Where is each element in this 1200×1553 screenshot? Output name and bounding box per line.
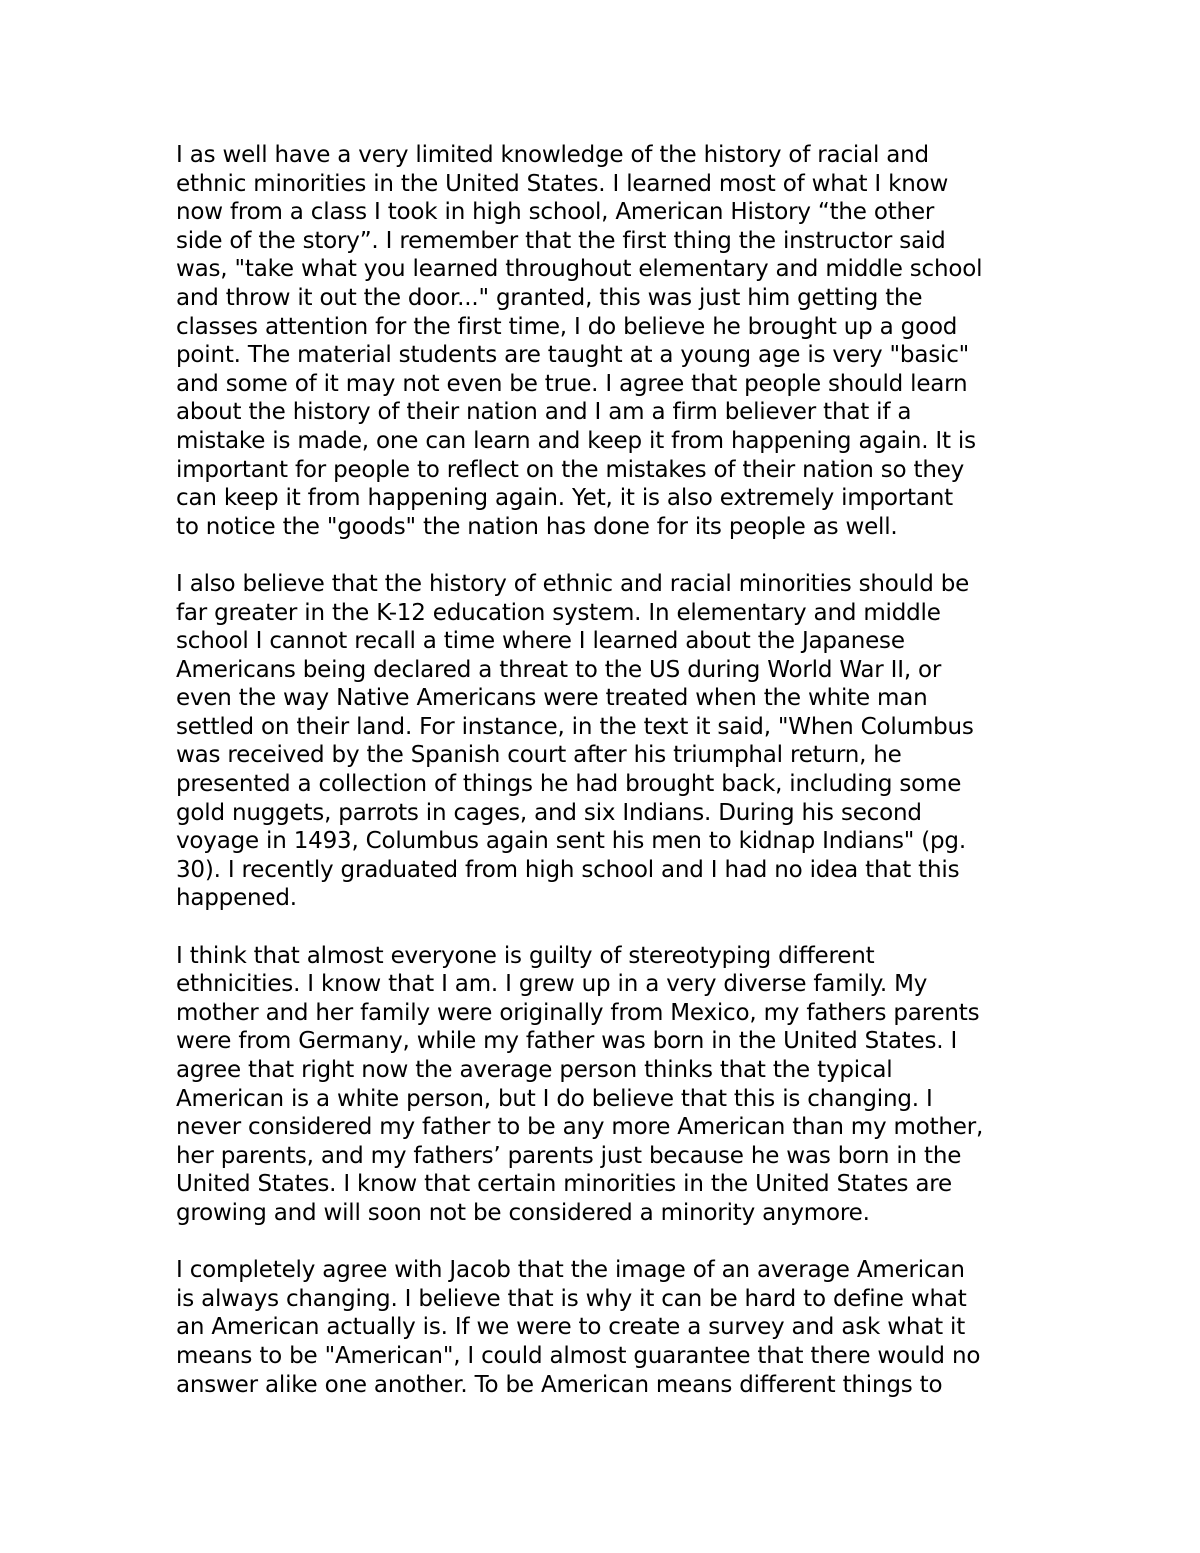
text-line: mistake is made, one can learn and keep it from happening again. It is — [176, 427, 976, 454]
text-line: far greater in the K-12 education system. In elementary and middle — [176, 599, 941, 626]
text-line: important for people to reflect on the mistakes of their nation so they — [176, 456, 965, 483]
text-line: United States. I know that certain minorities in the United States are — [176, 1171, 952, 1198]
text-line: answer alike one another. To be American means different things to — [176, 1371, 943, 1398]
text-line: 30). I recently graduated from high school and I had no idea that this — [176, 856, 960, 883]
paragraph-4 — [176, 1256, 1036, 1399]
text-line: now from a class I took in high school, American History “the other — [176, 199, 935, 226]
text-line: is always changing. I believe that is why it can be hard to define what — [176, 1285, 967, 1312]
text-line: her parents, and my fathers’ parents just because he was born in the — [176, 1142, 962, 1169]
text-line: an American actually is. If we were to create a survey and ask what it — [176, 1314, 966, 1341]
text-line: happened. — [176, 885, 297, 912]
text-line: voyage in 1493, Columbus again sent his men to kidnap Indians" (pg. — [176, 828, 966, 855]
text-line: I as well have a very limited knowledge of the history of racial and — [176, 142, 929, 168]
text-line: to notice the "goods" the nation has done for its people as well. — [176, 513, 898, 540]
text-line: American is a white person, but I do believe that this is changing. I — [176, 1085, 933, 1112]
text-line: ethnicities. I know that I am. I grew up in a very diverse family. My — [176, 971, 928, 998]
text-line: point. The material students are taught at a young age is very "basic" — [176, 342, 970, 369]
text-line: school I cannot recall a time where I learned about the Japanese — [176, 628, 905, 655]
text-line: never considered my father to be any more American than my mother, — [176, 1114, 984, 1141]
document-body — [176, 141, 1036, 1428]
text-line: settled on their land. For instance, in the text it said, "When Columbus — [176, 713, 974, 740]
text-line: side of the story”. I remember that the first thing the instructor said — [176, 227, 946, 254]
text-line: was received by the Spanish court after his triumphal return, he — [176, 742, 902, 769]
paragraph-2 — [176, 570, 1036, 913]
text-line: and some of it may not even be true. I agree that people should learn — [176, 370, 968, 397]
text-line: ethnic minorities in the United States. I learned most of what I know — [176, 170, 949, 197]
text-line: were from Germany, while my father was born in the United States. I — [176, 1028, 958, 1055]
text-line: I completely agree with Jacob that the image of an average American — [176, 1257, 965, 1284]
text-line: Americans being declared a threat to the US during World War II, or — [176, 656, 942, 683]
text-line: and throw it out the door..." granted, this was just him getting the — [176, 284, 923, 311]
text-line: agree that right now the average person thinks that the typical — [176, 1057, 893, 1083]
text-line: gold nuggets, parrots in cages, and six Indians. During his second — [176, 799, 922, 826]
text-line: I also believe that the history of ethnic and racial minorities should be — [176, 570, 970, 597]
text-line: even the way Native Americans were treated when the white man — [176, 685, 928, 712]
text-line: classes attention for the first time, I do believe he brought up a good — [176, 313, 958, 340]
paragraph-3 — [176, 942, 1036, 1228]
paragraph-1 — [176, 141, 1036, 541]
text-line: I think that almost everyone is guilty of stereotyping different — [176, 942, 875, 969]
text-line: growing and will soon not be considered a minority anymore. — [176, 1199, 870, 1226]
text-line: about the history of their nation and I am a firm believer that if a — [176, 399, 912, 426]
text-line: means to be "American", I could almost guarantee that there would no — [176, 1342, 981, 1369]
text-line: presented a collection of things he had brought back, including some — [176, 771, 962, 798]
text-line: was, "take what you learned throughout elementary and middle school — [176, 256, 983, 283]
text-line: can keep it from happening again. Yet, it is also extremely important — [176, 485, 953, 512]
text-line: mother and her family were originally from Mexico, my fathers parents — [176, 999, 980, 1026]
